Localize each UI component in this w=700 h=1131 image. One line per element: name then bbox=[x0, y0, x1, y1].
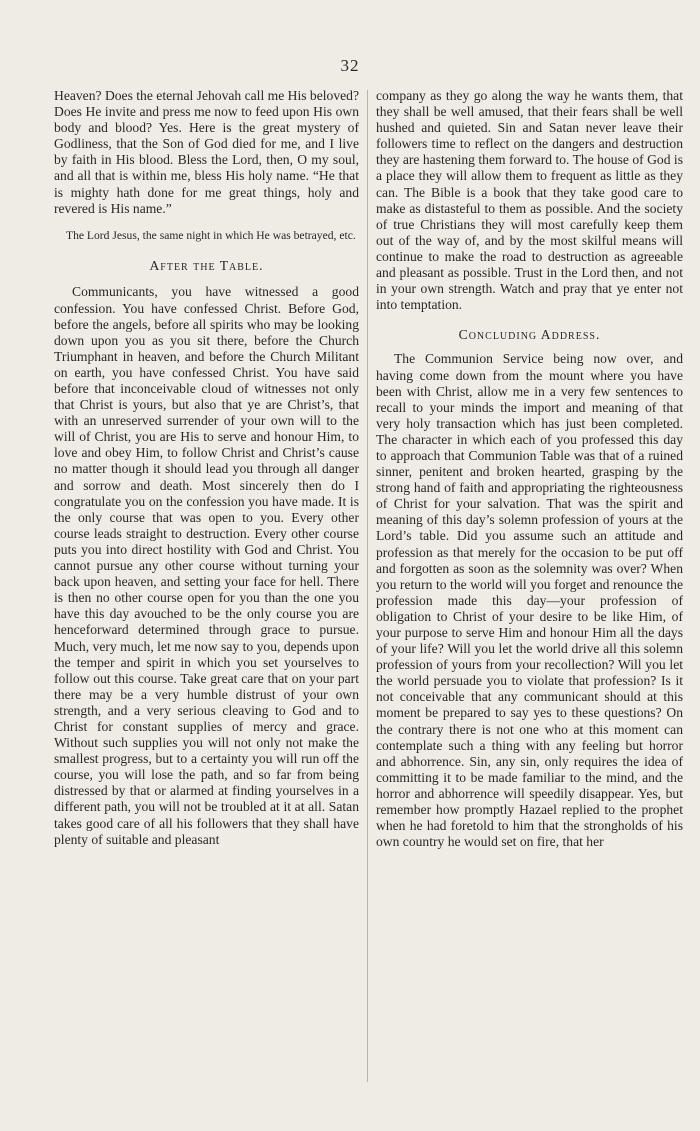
section-heading-after-the-table: After the Table. bbox=[149, 258, 264, 274]
left-column bbox=[54, 88, 359, 848]
section-heading-concluding-address: Concluding Address. bbox=[458, 327, 601, 343]
communion-note: The Lord Jesus, the same night in which He was betrayed, etc. bbox=[66, 228, 356, 242]
left-paragraph-1: Heaven? Does the eternal Jehovah call me His beloved? Does He invite and press me now to feed upon His own body and blood? Yes. Here is the great mystery of Godliness, that the Son of God died for me, and I live by faith in His blood. Bless the Lord, then, O my soul, and all that is within me, bless His holy name. “He that is mighty hath done for me great things, holy and revered is His name.” bbox=[54, 88, 359, 216]
right-paragraph-1: company as they go along the way he wants them, that they shall be well amused, that their fears shall be well hushed and quieted. Sin and Satan never leave their followers time to reflect on the dangers and destruction they are hastening them forward to. The house of God is a place they will allow them to frequent as little as they can. The Bible is a book that they take good care to make as distasteful to them as possible. And the society of true Christians they will most carefully keep them out of the way of, and by the most skilful means will continue to make the road to destruction as agreeable and pleasant as possible. Trust in the Lord then, and not in your own strength. Watch and pray that ye enter not into temptation. bbox=[376, 88, 683, 313]
page-number: 32 bbox=[340, 56, 360, 75]
right-paragraph-2: The Communion Service being now over, and having come down from the mount where you have been with Christ, allow me in a very few sentences to recall to your minds the import and meaning of that very holy transaction which has just been completed. The character in which each of you professed this day to approach that Communion Table was that of a ruined sinner, penitent and broken hearted, grasping by the strong hand of faith and appropriating the righteousness of Christ for your salvation. That was the spirit and meaning of this day’s solemn profession of yours at the Lord’s table. Did you assume such an attitude and profession as that merely for the occasion to be put off and forgotten as soon as the solemnity was over? When you return to the world will you forget and renounce the profession made this day—your profession of obligation to Christ of your desire to be like Him, of your purpose to serve Him and honour Him all the days of your life? Will you let the world drive all this solemn profession of yours from your recollection? Will you let the world persuade you to violate that profession? Is it not conceivable that any communicant should at this moment be prepared to say yes to these questions? On the contrary there is not one who at this moment can contemplate such a thing with any feeling but horror and abhorrence. Sin, any sin, only requires the idea of committing it to be made familiar to the mind, and the horror and abhorrence will speedily disappear. Yes, but remember how promptly Hazael replied to the prophet when he had foretold to him that the strongholds of his own country he would set on fire, that her bbox=[376, 351, 683, 850]
left-paragraph-2: Communicants, you have witnessed a good confession. You have confessed Christ. Before God, before the angels, before all spirits who may be looking down upon you as you sit there, before the Church Triumphant in heaven, and before the Church Militant on earth, you have confessed Christ. You have said before that inconceivable cloud of witnesses not only that Christ is yours, but also that ye are Christ’s, that with an unreserved surrender of your own will to the will of Christ, you are His to serve and honour Him, to love and obey Him, to follow Christ and Christ’s cause no matter though it should lead you through all danger and sorrow and death. Most sincerely then do I congratulate you on the confession you have made. It is the only course that was open to you. Every other course leads straight to destruction. Every other course puts you into direct hostility with God and Christ. You cannot pursue any other course without turning your back upon heaven, and setting your face for hell. There is then no other course open for you than the one you have this day avouched to be the only course you are henceforward determined through grace to pursue. Much, very much, let me now say to you, depends upon the temper and spirit in which you set yourselves to follow out this course. Take great care that on your part there may be a very humble distrust of your own strength, and a very serious cleaving to God and to Christ for constant supplies of mercy and grace. Without such supplies you will not only not make the smallest progress, but to a certainty you will run off the course, you will lose the path, and so far from being distressed by that or alarmed at finding yourselves in a different path, you will not be troubled at it at all. Satan takes good care of all his followers that they shall have plenty of suitable and pleasant bbox=[54, 284, 359, 847]
right-column bbox=[376, 88, 683, 850]
column-divider bbox=[367, 90, 368, 1082]
